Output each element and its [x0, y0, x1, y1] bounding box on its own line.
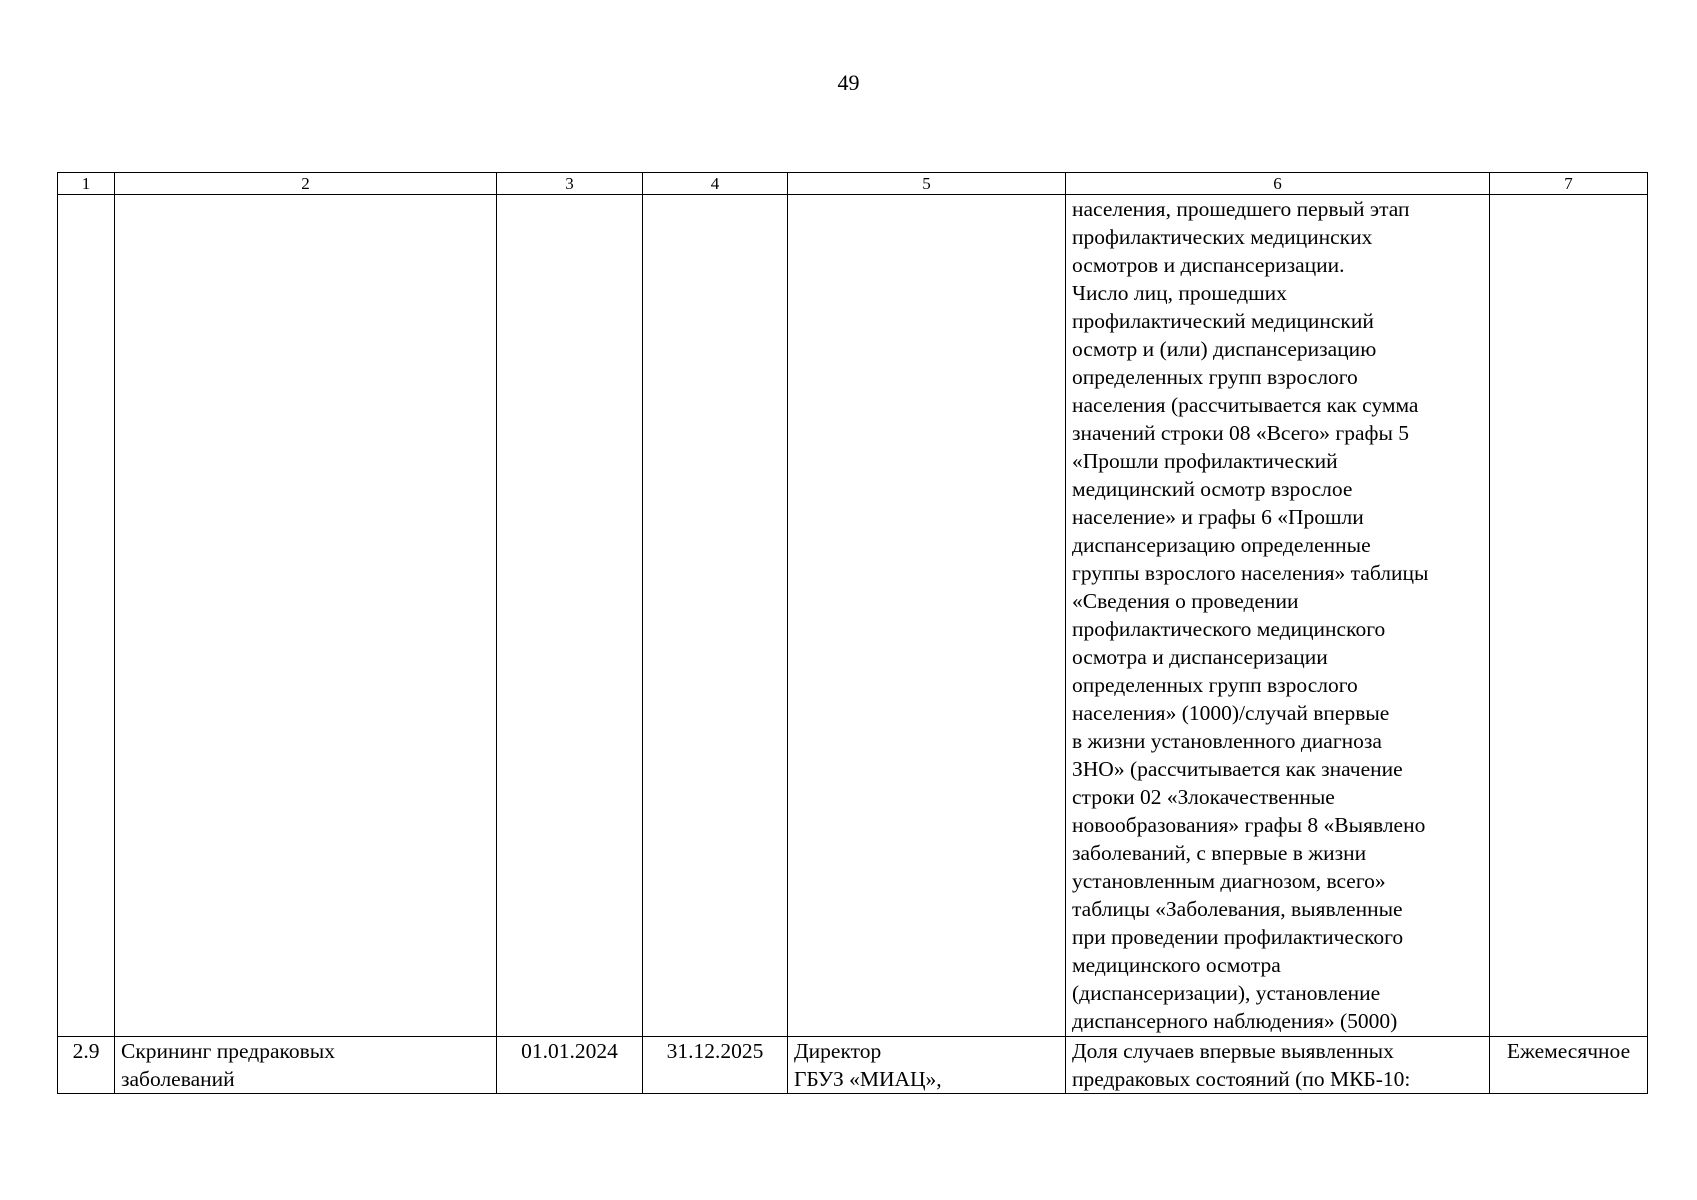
continuation-cell-4 — [643, 195, 788, 1037]
text-line: населения, прошедшего первый этап — [1072, 197, 1410, 221]
text-line: значений строки 08 «Всего» графы 5 — [1072, 421, 1410, 445]
text-line: определенных групп взрослого — [1072, 365, 1358, 389]
text-line: при проведении профилактического — [1072, 925, 1404, 949]
text-line: профилактических медицинских — [1072, 225, 1373, 249]
column-number-6: 6 — [1066, 173, 1490, 195]
column-number-3: 3 — [497, 173, 643, 195]
text-line: новообразования» графы 8 «Выявлено — [1072, 813, 1426, 837]
text-line: предраковых состояний (по МКБ-10: — [1072, 1067, 1411, 1091]
text-line: в жизни установленного диагноза — [1072, 729, 1382, 753]
text-line: профилактического медицинского — [1072, 617, 1386, 641]
start-date: 01.01.2024 — [497, 1037, 643, 1094]
text-line: Скрининг предраковых — [121, 1039, 335, 1063]
text-line: осмотра и диспансеризации — [1072, 645, 1328, 669]
continuation-cell-3 — [497, 195, 643, 1037]
text-line: населения (рассчитывается как сумма — [1072, 393, 1419, 417]
text-line: определенных групп взрослого — [1072, 673, 1358, 697]
text-line: группы взрослого населения» таблицы — [1072, 561, 1429, 585]
text-line: осмотров и диспансеризации. — [1072, 253, 1345, 277]
column-number-2: 2 — [115, 173, 497, 195]
text-line: ЗНО» (рассчитывается как значение — [1072, 757, 1403, 781]
continuation-cell-5 — [788, 195, 1066, 1037]
page-number: 49 — [837, 70, 860, 95]
continuation-cell-7 — [1490, 195, 1648, 1037]
text-line: диспансеризацию определенные — [1072, 533, 1371, 557]
column-number-4: 4 — [643, 173, 788, 195]
text-line: Директор — [794, 1039, 882, 1063]
column-number-5: 5 — [788, 173, 1066, 195]
end-date: 31.12.2025 — [643, 1037, 788, 1094]
text-line: ГБУЗ «МИАЦ», — [794, 1067, 942, 1091]
column-number-1: 1 — [58, 173, 115, 195]
plan-table — [57, 172, 1648, 1094]
text-line: строки 02 «Злокачественные — [1072, 785, 1335, 809]
text-line: «Сведения о проведении — [1072, 589, 1299, 613]
text-line: таблицы «Заболевания, выявленные — [1072, 897, 1403, 921]
text-line: население» и графы 6 «Прошли — [1072, 505, 1364, 529]
text-line: диспансерного наблюдения» (5000) — [1072, 1009, 1398, 1033]
text-line: медицинский осмотр взрослое — [1072, 477, 1353, 501]
measure-name — [115, 1037, 497, 1094]
text-line: Доля случаев впервые выявленных — [1072, 1039, 1394, 1063]
table-row — [58, 1037, 1648, 1094]
text-line: «Прошли профилактический — [1072, 449, 1338, 473]
text-line: Число лиц, прошедших — [1072, 281, 1287, 305]
continuation-cell-1 — [58, 195, 115, 1037]
text-line: населения» (1000)/случай впервые — [1072, 701, 1390, 725]
indicator-description — [1066, 1037, 1490, 1094]
text-line: осмотр и (или) диспансеризацию — [1072, 337, 1377, 361]
indicator-continuation-cell — [1066, 195, 1490, 1037]
text-line: установленным диагнозом, всего» — [1072, 869, 1386, 893]
row-number: 2.9 — [58, 1037, 115, 1094]
text-line: профилактический медицинский — [1072, 309, 1374, 333]
column-number-row — [58, 173, 1648, 195]
reporting-frequency: Ежемесячное — [1490, 1037, 1648, 1094]
text-line: (диспансеризации), установление — [1072, 981, 1381, 1005]
responsible-person — [788, 1037, 1066, 1094]
text-line: заболеваний — [121, 1067, 235, 1091]
continuation-cell-2 — [115, 195, 497, 1037]
column-number-7: 7 — [1490, 173, 1648, 195]
continuation-row — [58, 195, 1648, 1037]
text-line: медицинского осмотра — [1072, 953, 1281, 977]
text-line: заболеваний, с впервые в жизни — [1072, 841, 1367, 865]
